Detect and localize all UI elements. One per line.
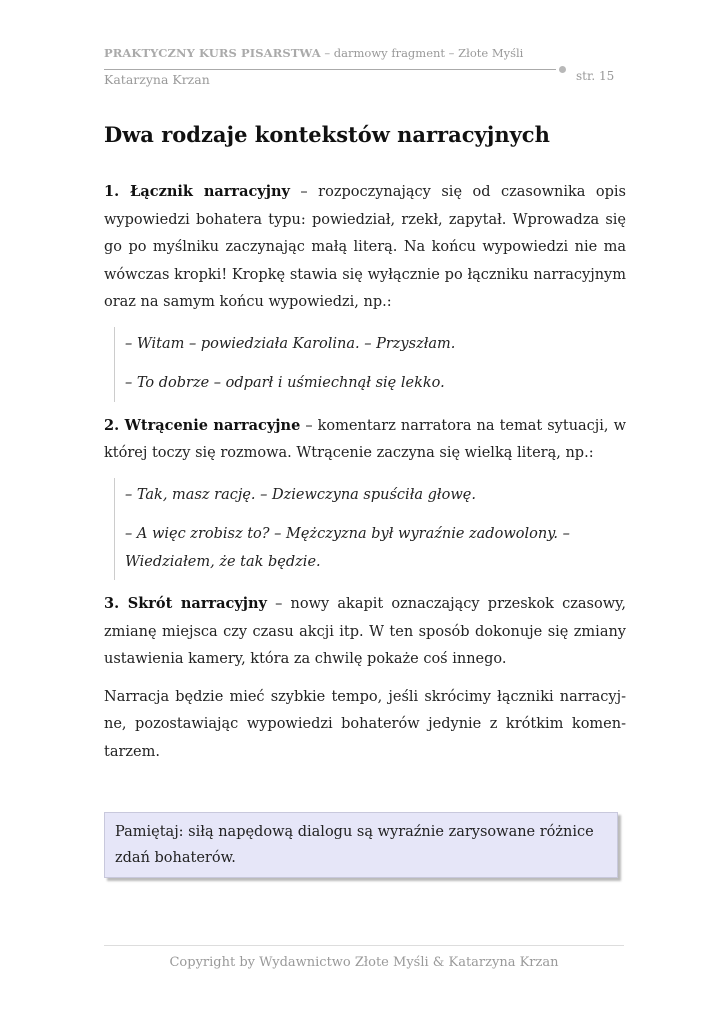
header-author: Katarzyna Krzan [104, 72, 210, 87]
section-3-text: – nowy akapit oznaczający przeskok czasowy, zmianę miejsca czy czasu akcji itp. W ten sposób dokonuje się zmiany ustawienia kamery, która za chwilę pokaże coś innego. [104, 596, 626, 667]
section-2-text: – komentarz narratora na temat sytuacji, w której toczy się rozmowa. Wtrącenie zaczyna się wielką literą, np.: [104, 417, 626, 461]
section-1-term: 1. Łącznik narracyjny [104, 183, 290, 200]
section-3-term: 3. Skrót narracyjny [104, 595, 267, 612]
section-1-paragraph [104, 178, 626, 317]
page-title: Dwa rodzaje kontekstów narracyjnych [104, 122, 550, 147]
section-1-text: – rozpoczynający się od czasownika opis wypowiedzi bohatera typu: powiedział, rzekł, zapytał. Wprowadza się go po myślniku zaczynając małą literą. Na końcu wypowiedzi nie ma wówczas kropki! Kropkę stawia się wyłącznie po łączniku narracyjnym oraz na samym końcu wypowiedzi, np.: [104, 184, 626, 310]
header-course-line [104, 46, 523, 60]
reminder-box [104, 812, 618, 878]
header-course-title: PRAKTYCZNY KURS PISARSTWA [104, 46, 321, 60]
page-footer: Copyright by Wydawnictwo Złote Myśli & Katarzyna Krzan [169, 955, 559, 970]
header-publisher: Złote Myśli [458, 46, 524, 60]
footer-rule [104, 945, 624, 946]
page-number: str. 15 [576, 69, 615, 83]
header-rule [104, 69, 556, 70]
closing-paragraph: Narracja będzie mieć szybkie tempo, jeśli skrócimy łączniki narracyjne, pozostawiając wypowiedzi bohaterów jedynie z krótkim komentarzem. [104, 688, 626, 760]
section-2-example-2: – A więc zrobisz to? – Mężczyzna był wyraźnie zadowolony. – Wiedziałem, że tak będzie. [114, 513, 626, 580]
section-2-paragraph [104, 412, 626, 468]
section-1-example-1: – Witam – powiedziała Karolina. – Przyszłam. [114, 327, 626, 363]
section-2-example-1: – Tak, masz rację. – Dziewczyna spuściła głowę. [114, 478, 626, 514]
page-header [104, 42, 624, 102]
section-3-paragraph [104, 590, 626, 674]
section-1-example-2: – To dobrze – odparł i uśmiechnął się lekko. [114, 362, 626, 402]
header-dot-icon [559, 66, 566, 73]
reminder-text: Pamiętaj: siłą napędową dialogu są wyraźnie zarysowane różnice zdań bohaterów. [115, 824, 594, 866]
main-content [104, 178, 626, 766]
section-2-term: 2. Wtrącenie narracyjne [104, 416, 301, 434]
header-course-subtitle: – darmowy fragment – [320, 46, 459, 60]
